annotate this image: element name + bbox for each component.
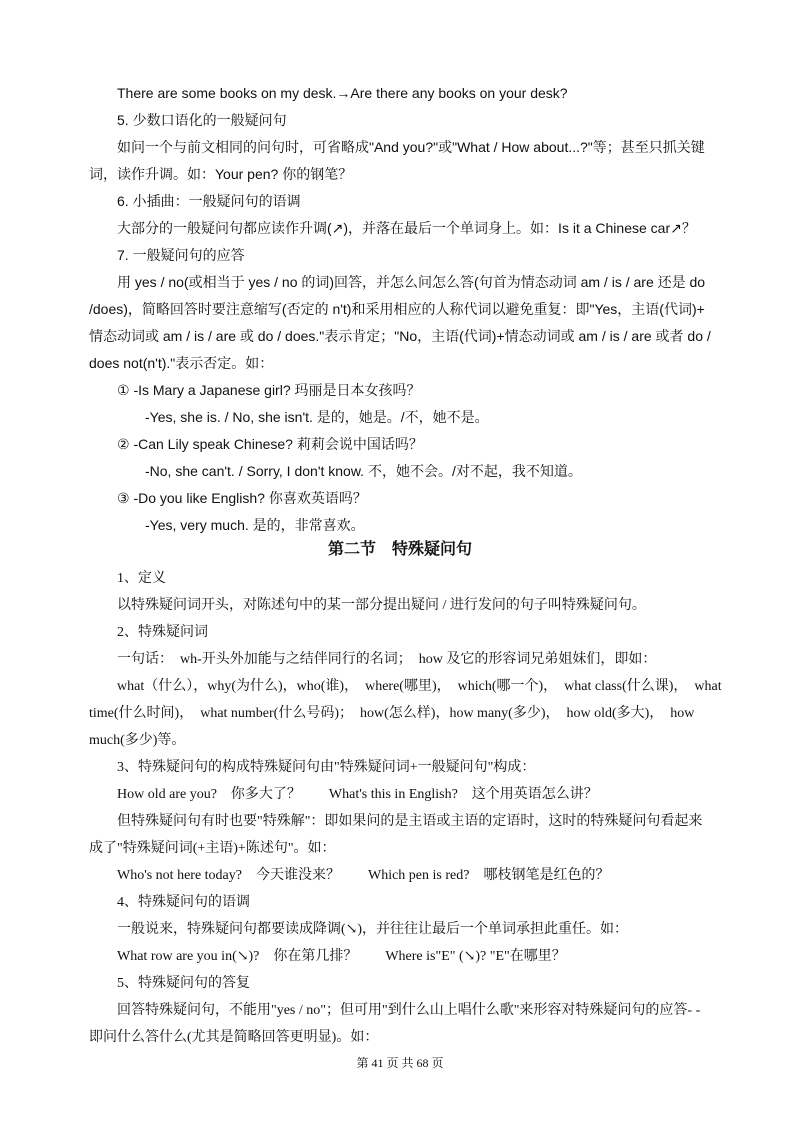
text-line: 大部分的一般疑问句都应读作升调(↗)，并落在最后一个单词身上。如：Is it a Chinese car↗？: [117, 220, 696, 236]
example-line: How old are you? 你多大了？ What's this in English? 这个用英语怎么讲？: [117, 787, 598, 802]
example-line: What row are you in(↘)? 你在第几排？ Where is"E" (↘)? "E"在哪里？: [117, 949, 566, 964]
text-line: 以特殊疑问词开头，对陈述句中的某一部分提出疑问 / 进行发问的句子叫特殊疑问句。: [117, 598, 646, 613]
section-heading: 3、特殊疑问句的构成特殊疑问句由"特殊疑问词+一般疑问句"构成：: [117, 760, 536, 775]
text-line: 成了"特殊疑问词(+主语)+陈述句"。如：: [89, 841, 336, 856]
example-answer: -Yes, she is. / No, she isn't. 是的，她是。/不，她不是。: [145, 409, 489, 425]
section-heading: 5. 少数口语化的一般疑问句: [117, 112, 287, 128]
text-line: 回答特殊疑问句，不能用"yes / no"；但可用"到什么山上唱什么歌"来形容对特殊疑问句的应答- -: [117, 1003, 701, 1018]
text-line: 用 yes / no(或相当于 yes / no 的词)回答，并怎么问怎么答(句首为情态动词 am / is / are 还是 do: [117, 274, 706, 290]
text-line: 即问什么答什么(尤其是简略回答更明显)。如：: [89, 1030, 379, 1045]
example-line: Who's not here today? 今天谁没来？ Which pen is red? 哪枝钢笔是红色的？: [117, 868, 610, 883]
text-line: 情态动词或 am / is / are 或 do / does."表示肯定；"No，主语(代词)+情态动词或 am / is / are 或者 do /: [89, 328, 711, 344]
example-question: ③ -Do you like English? 你喜欢英语吗？: [117, 490, 367, 506]
example-question: ② -Can Lily speak Chinese? 莉莉会说中国话吗？: [117, 436, 423, 452]
text-line: what（什么），why(为什么)，who(谁)， where(哪里)， which(哪一个)， what class(什么课)， what: [117, 679, 722, 694]
text-line: 一句话： wh-开头外加能与之结伴同行的名词； how 及它的形容词兄弟姐妹们，即如：: [117, 652, 657, 667]
text-line: does not(n't)."表示否定。如：: [89, 355, 274, 371]
page-footer: 第 41 页 共 68 页: [356, 1056, 444, 1070]
chapter-heading: 第二节 特殊疑问句: [327, 541, 472, 558]
section-heading: 7. 一般疑问句的应答: [117, 247, 245, 263]
example-answer: -No, she can't. / Sorry, I don't know. 不，她不会。/对不起，我不知道。: [145, 463, 582, 479]
text-line: 一般说来，特殊疑问句都要读成降调(↘)，并往往让最后一个单词承担此重任。如：: [117, 922, 629, 937]
section-heading: 2、特殊疑问词: [117, 625, 208, 640]
text-line: time(什么时间)， what number(什么号码)； how(怎么样)，how many(多少)， how old(多大)， how: [89, 706, 695, 721]
section-heading: 6. 小插曲：一般疑问句的语调: [117, 193, 301, 209]
text-line: much(多少)等。: [89, 733, 186, 748]
section-heading: 4、特殊疑问句的语调: [117, 895, 250, 910]
example-answer: -Yes, very much. 是的，非常喜欢。: [145, 517, 365, 533]
section-heading: 1、定义: [117, 571, 166, 586]
section-heading: 5、特殊疑问句的答复: [117, 976, 250, 991]
text-line: 如问一个与前文相同的问句时，可省略成"And you?"或"What / How about...?"等；甚至只抓关键: [117, 139, 705, 155]
text-line: 词，读作升调。如：Your pen? 你的钢笔？: [89, 166, 353, 182]
text-line: /does)，简略回答时要注意缩写(否定的 n't)和采用相应的人称代词以避免重复：即"Yes，主语(代词)+: [89, 301, 705, 317]
example-question: ① -Is Mary a Japanese girl? 玛丽是日本女孩吗？: [117, 382, 421, 398]
text-line: 但特殊疑问句有时也要"特殊解"：即如果问的是主语或主语的定语时，这时的特殊疑问句看起来: [117, 814, 703, 829]
text-line: There are some books on my desk.→Are there any books on your desk?: [117, 85, 568, 101]
